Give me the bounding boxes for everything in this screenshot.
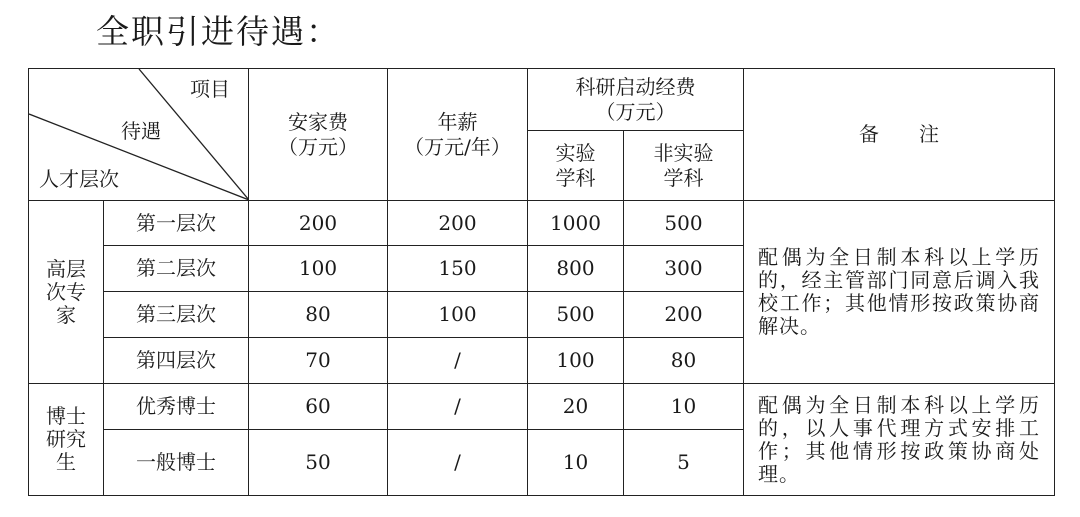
group-label-phd: 博士 研究 生: [29, 384, 104, 496]
header-research-nonexp: 非实验 学科: [624, 131, 744, 201]
row-settle: 50: [249, 430, 388, 496]
row-settle: 80: [249, 292, 388, 338]
row-nonexp: 500: [624, 201, 744, 246]
row-exp: 10: [528, 430, 624, 496]
header-corner-cell: [29, 69, 249, 201]
corner-level-label: 人才层次: [39, 167, 119, 191]
row-level: 第三层次: [104, 292, 249, 338]
header-salary: 年薪 （万元/年）: [388, 69, 528, 201]
row-salary: /: [388, 338, 528, 384]
row-exp: 800: [528, 246, 624, 292]
row-settle: 100: [249, 246, 388, 292]
row-level: 优秀博士: [104, 384, 249, 430]
benefits-table: [28, 68, 1055, 496]
group-label-experts: 高层 次专 家: [29, 201, 104, 384]
row-level: 第一层次: [104, 201, 249, 246]
header-research: 科研启动经费 （万元）: [528, 69, 744, 131]
row-settle: 60: [249, 384, 388, 430]
row-exp: 500: [528, 292, 624, 338]
header-research-exp: 实验 学科: [528, 131, 624, 201]
row-settle: 70: [249, 338, 388, 384]
page-title: 全职引进待遇：: [96, 12, 341, 51]
row-salary: /: [388, 430, 528, 496]
corner-treat-label: 待遇: [121, 119, 161, 143]
header-remark: 备 注: [744, 69, 1055, 201]
header-settle: 安家费 （万元）: [249, 69, 388, 201]
row-level: 一般博士: [104, 430, 249, 496]
row-exp: 1000: [528, 201, 624, 246]
row-nonexp: 5: [624, 430, 744, 496]
row-salary: 200: [388, 201, 528, 246]
group-note-experts: 配偶为全日制本科以上学历的，经主管部门同意后调入我校工作；其他情形按政策协商解决。: [744, 201, 1055, 384]
row-level: 第四层次: [104, 338, 249, 384]
row-exp: 100: [528, 338, 624, 384]
row-nonexp: 200: [624, 292, 744, 338]
row-exp: 20: [528, 384, 624, 430]
row-salary: /: [388, 384, 528, 430]
row-settle: 200: [249, 201, 388, 246]
row-nonexp: 300: [624, 246, 744, 292]
row-nonexp: 80: [624, 338, 744, 384]
row-salary: 100: [388, 292, 528, 338]
row-salary: 150: [388, 246, 528, 292]
corner-item-label: 项目: [190, 77, 230, 101]
group-note-phd: 配偶为全日制本科以上学历的，以人事代理方式安排工作；其他情形按政策协商处理。: [744, 384, 1055, 496]
row-level: 第二层次: [104, 246, 249, 292]
row-nonexp: 10: [624, 384, 744, 430]
